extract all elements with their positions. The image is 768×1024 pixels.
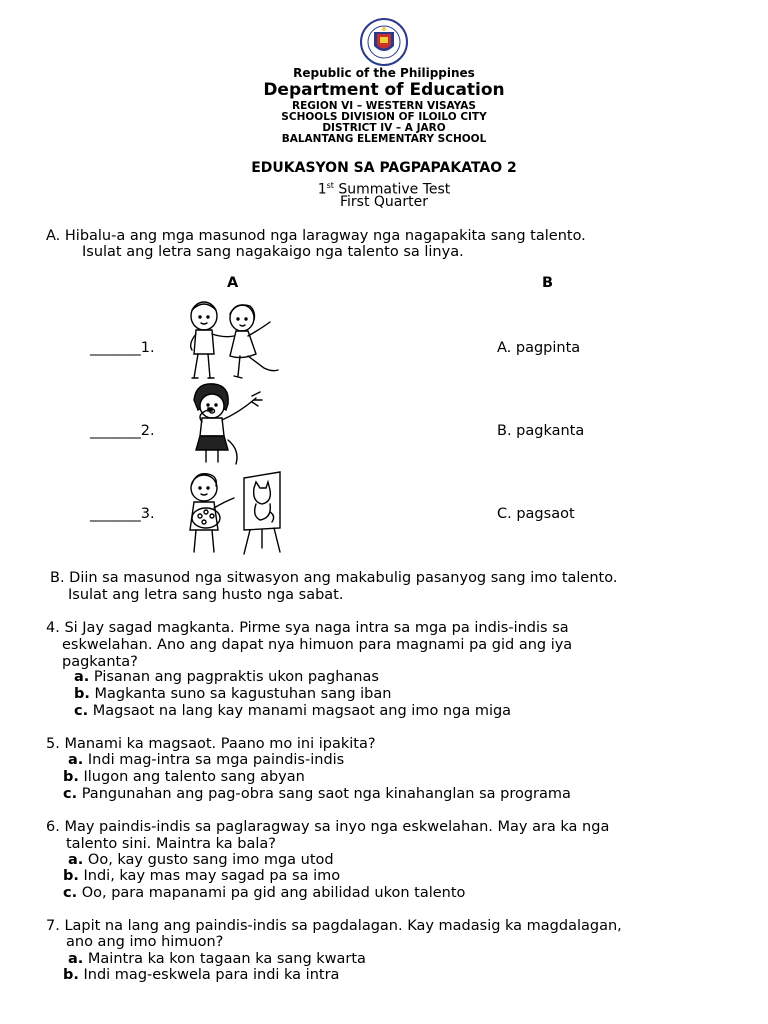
division-text: SCHOOLS DIVISION OF ILOILO CITY — [281, 111, 487, 123]
item-3-blank: _______3. — [90, 506, 155, 522]
school-text: BALANTANG ELEMENTARY SCHOOL — [281, 133, 487, 145]
question-7-option-b: b. Indi mag-eskwela para indi ka intra — [63, 967, 340, 983]
section-a-instruction-2: Isulat ang letra sang nagakaigo nga talento sa linya. — [82, 244, 464, 260]
item-1-blank: _______1. — [90, 340, 155, 356]
question-5-option-b: b. Ilugon ang talento sang abyan — [63, 769, 305, 785]
question-6-line-2: talento sini. Maintra ka bala? — [66, 836, 276, 852]
painting-boy-image — [180, 468, 290, 558]
item-3-answer: C. pagsaot — [497, 506, 575, 522]
subject-title: EDUKASYON SA PAGPAPAKATAO 2 — [251, 160, 517, 176]
republic-text: Republic of the Philippines — [293, 66, 475, 80]
department-title: Department of Education — [263, 80, 505, 100]
question-7-line-2: ano ang imo himuon? — [66, 934, 224, 950]
section-a-instruction: A. Hibalu-a ang mga masunod nga laragway nga nagapakita sang talento. — [46, 228, 586, 244]
question-4-line-1: 4. Si Jay sagad magkanta. Pirme sya naga intra sa mga pa indis-indis sa — [46, 620, 569, 636]
question-4-line-2: eskwelahan. Ano ang dapat nya himuon para magnami pa gid ang iya — [62, 637, 573, 653]
question-6-option-c: c. Oo, para mapanami pa gid ang abilidad ukon talento — [63, 885, 466, 901]
test-title: 1st Summative Test — [317, 181, 451, 198]
question-4-line-3: pagkanta? — [62, 654, 138, 670]
deped-seal — [351, 18, 417, 66]
district-text: DISTRICT IV – A JARO — [322, 122, 446, 134]
question-5-option-a: a. Indi mag-intra sa mga paindis-indis — [68, 752, 345, 768]
item-1-answer: A. pagpinta — [497, 340, 581, 356]
question-6-option-b: b. Indi, kay mas may sagad pa sa imo — [63, 868, 341, 884]
question-6-line-1: 6. May paindis-indis sa paglaragway sa inyo nga eskwelahan. May ara ka nga — [46, 819, 610, 835]
section-b-instruction-2: Isulat ang letra sang husto nga sabat. — [68, 587, 344, 603]
item-2-blank: _______2. — [90, 423, 155, 439]
region-text: REGION VI – WESTERN VISAYAS — [292, 100, 476, 112]
column-a-header: A — [227, 275, 239, 291]
question-4-option-a: a. Pisanan ang pagpraktis ukon paghanas — [74, 669, 379, 685]
question-5-line-1: 5. Manami ka magsaot. Paano mo ini ipakita? — [46, 736, 376, 752]
question-7-line-1: 7. Lapit na lang ang paindis-indis sa pagdalagan. Kay madasig ka magdalagan, — [46, 918, 622, 934]
question-5-option-c: c. Pangunahan ang pag-obra sang saot nga kinahanglan sa programa — [63, 786, 571, 802]
column-b-header: B — [542, 275, 554, 291]
question-7-option-a: a. Maintra ka kon tagaan ka sang kwarta — [68, 951, 366, 967]
dancing-children-image — [180, 298, 285, 386]
singing-girl-image — [178, 380, 266, 466]
question-6-option-a: a. Oo, kay gusto sang imo mga utod — [68, 852, 334, 868]
section-b-instruction: B. Diin sa masunod nga sitwasyon ang makabulig pasanyog sang imo talento. — [50, 570, 618, 586]
question-4-option-c: c. Magsaot na lang kay manami magsaot ang imo nga miga — [74, 703, 512, 719]
item-2-answer: B. pagkanta — [497, 423, 585, 439]
quarter-title: First Quarter — [340, 194, 428, 210]
question-4-option-b: b. Magkanta suno sa kagustuhan sang iban — [74, 686, 392, 702]
